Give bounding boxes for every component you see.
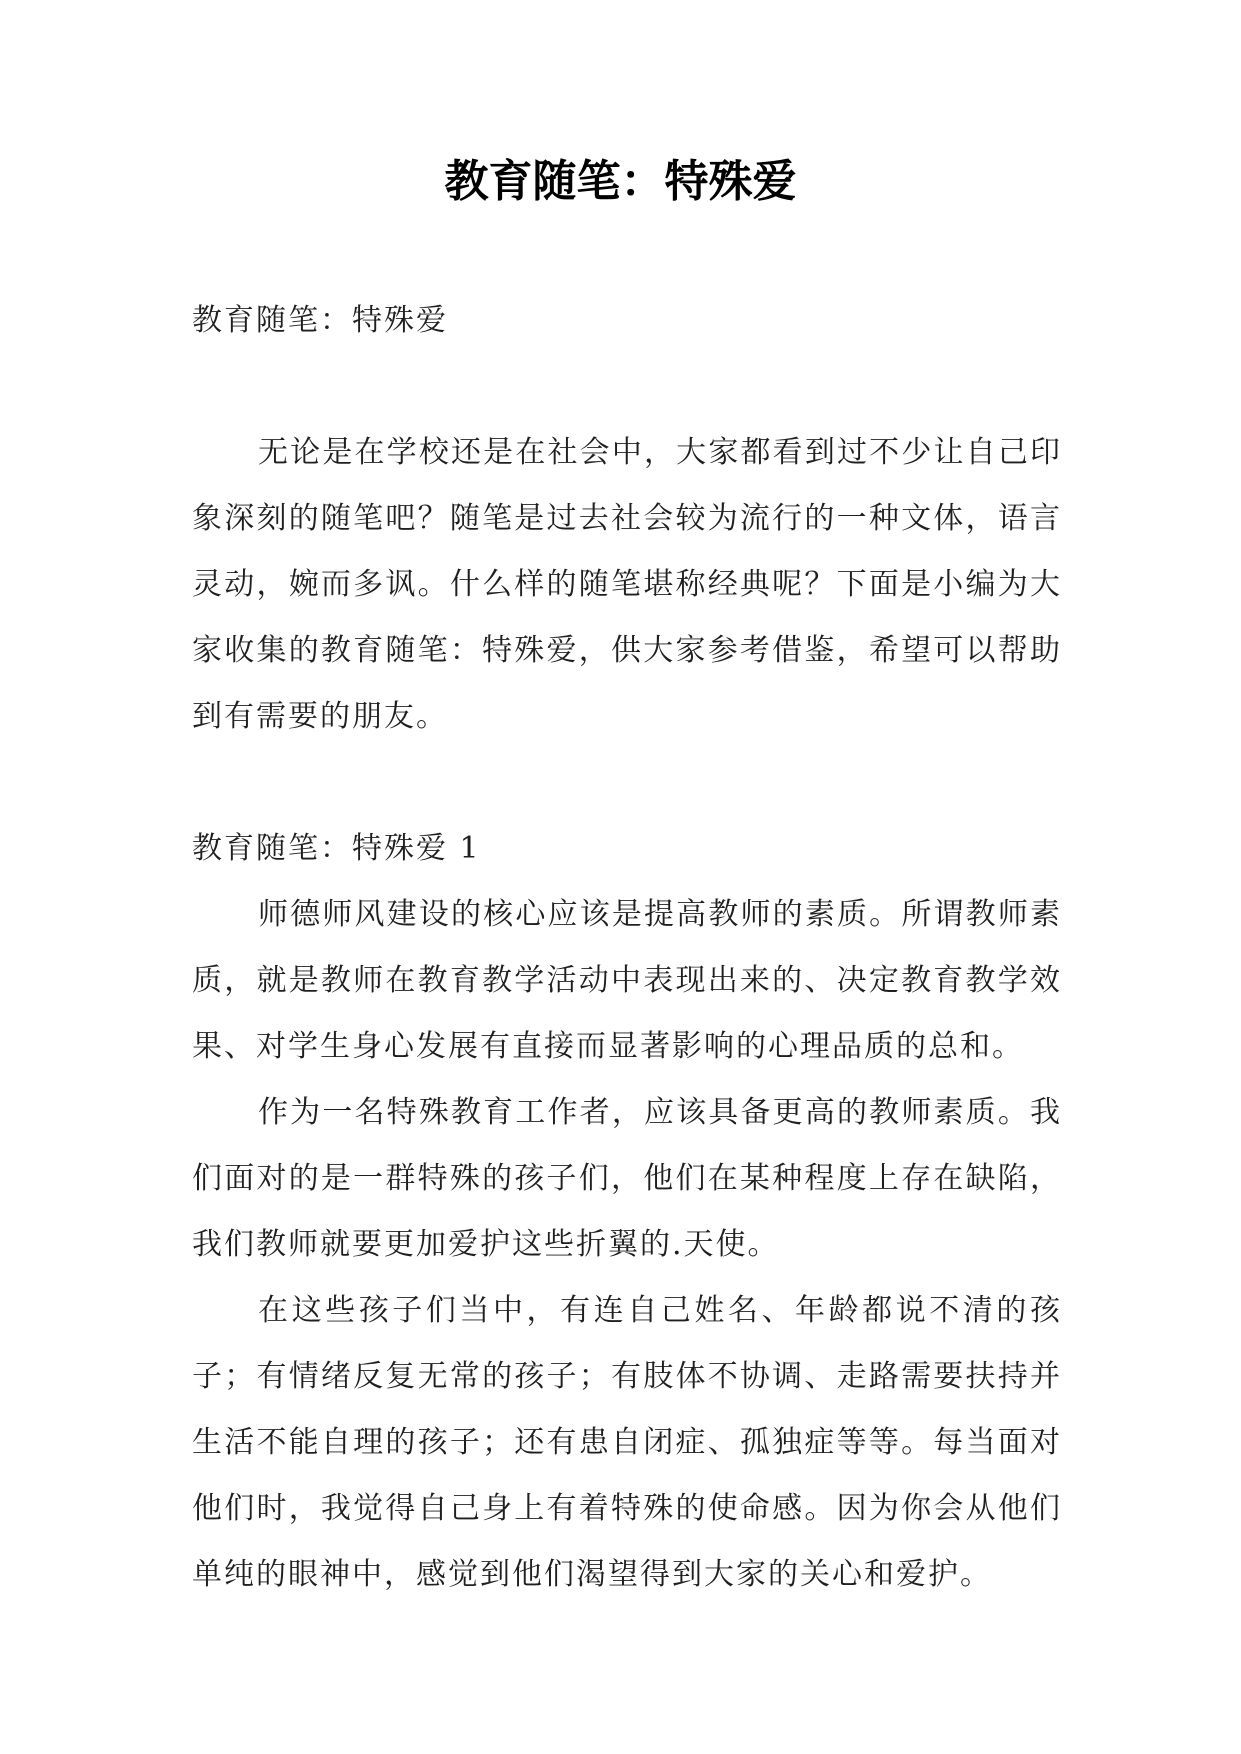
body-paragraph: 作为一名特殊教育工作者，应该具备更高的教师素质。我们面对的是一群特殊的孩子们，他们在某种程度上存在缺陷，我们教师就要更加爱护这些折翼的.天使。: [192, 1095, 1062, 1262]
spacer: [192, 354, 1062, 420]
intro-paragraph: 无论是在学校还是在社会中，大家都看到过不少让自己印象深刻的随笔吧？随笔是过去社会较为流行的一种文体，语言灵动，婉而多讽。什么样的随笔堪称经典呢？下面是小编为大家收集的教育随笔：特殊爱，供大家参考借鉴，希望可以帮助到有需要的朋友。: [192, 435, 1062, 734]
document-body: [192, 288, 1062, 1608]
subtitle: 教育随笔：特殊爱: [192, 303, 448, 338]
body-paragraph: 在这些孩子们当中，有连自己姓名、年龄都说不清的孩子；有情绪反复无常的孩子；有肢体不协调、走路需要扶持并生活不能自理的孩子；还有患自闭症、孤独症等等。每当面对他们时，我觉得自己身上有着特殊的使命感。因为你会从他们单纯的眼神中，感觉到他们渴望得到大家的关心和爱护。: [192, 1293, 1062, 1592]
body-paragraph: 师德师风建设的核心应该是提高教师的素质。所谓教师素质，就是教师在教育教学活动中表现出来的、决定教育教学效果、对学生身心发展有直接而显著影响的心理品质的总和。: [192, 897, 1062, 1064]
section-heading: 教育随笔：特殊爱 1: [192, 831, 481, 866]
document-title: 教育随笔：特殊爱: [444, 156, 797, 207]
spacer: [192, 750, 1062, 816]
